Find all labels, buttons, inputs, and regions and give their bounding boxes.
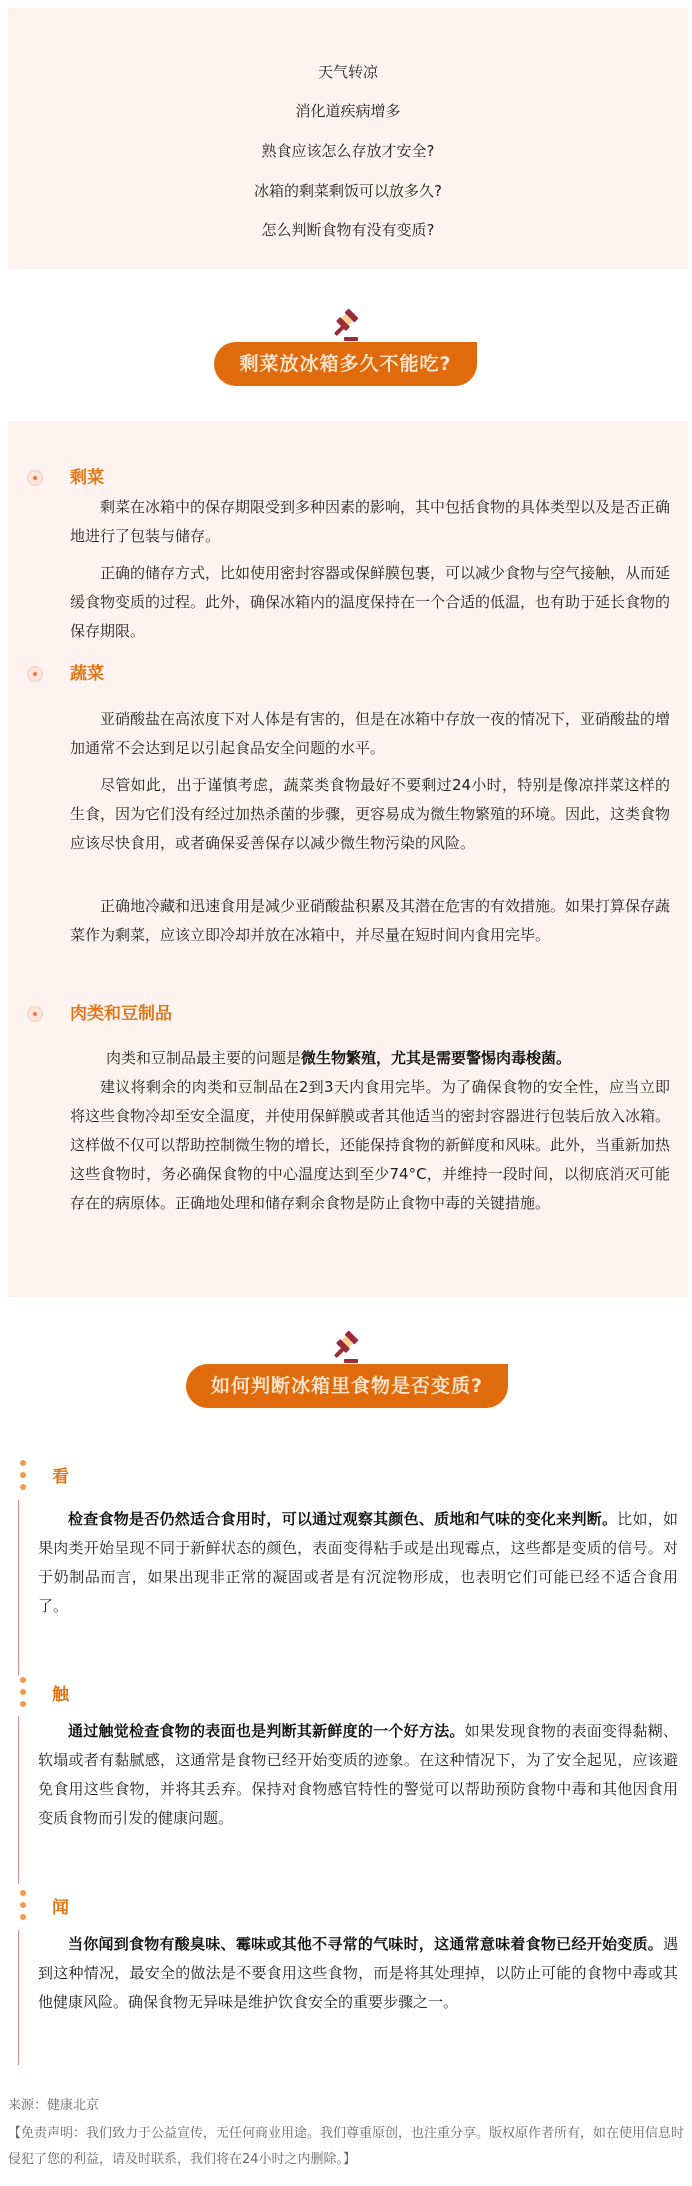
dots-icon [20, 1460, 26, 1496]
paragraph [38, 1717, 678, 1833]
subsection-title: 触 [52, 1685, 69, 1705]
body-text: 遇到这种情况，最安全的做法是不要食用这些食物，而是将其处理掉，以防止可能的食物中毒或其他健康风险。确保食物无异味是维护饮食安全的重要步骤之一。 [38, 1935, 678, 2011]
bold-text: 检查食物是否仍然适合食用时，可以通过观察其颜色、质地和气味的变化来判断。 [68, 1510, 618, 1528]
intro-line: 怎么判断食物有没有变质? [261, 221, 435, 239]
paragraph: 建议将剩余的肉类和豆制品在2到3天内食用完毕。为了确保食物的安全性，应当立即将这些食物冷却至安全温度，并使用保鲜膜或者其他适当的密封容器进行包装后放入冰箱。这样做不仅可以帮助控制微生物的增长，还能保持食物的新鲜度和风味。此外，当重新加热这些食物时，务必确保食物的中心温度达到至少74°C，并维持一段时间，以彻底消灭可能存在的病原体。正确地处理和储存剩余食物是防止食物中毒的关键措施。 [70, 1078, 671, 1212]
leftovers-section [8, 421, 688, 1297]
paragraph: 正确的储存方式，比如使用密封容器或保鲜膜包裹，可以减少食物与空气接触，从而延缓食物变质的过程。此外，确保冰箱内的温度保持在一个合适的低温，也有助于延长食物的保存期限。 [70, 564, 671, 640]
subsection-title: 看 [52, 1467, 69, 1487]
vertical-divider [18, 1500, 19, 1675]
paragraph-lead [70, 1044, 670, 1073]
lead-text: 肉类和豆制品最主要的问题是 [106, 1049, 302, 1067]
vertical-divider [18, 1716, 19, 1884]
dots-icon [20, 1677, 26, 1713]
intro-box [8, 8, 688, 269]
intro-line: 天气转凉 [317, 63, 378, 81]
bold-text: 通过触觉检查食物的表面也是判断其新鲜度的一个好方法。 [68, 1722, 465, 1740]
bullet-ring-icon [27, 1006, 43, 1022]
vertical-divider [18, 1930, 19, 2065]
intro-line: 熟食应该怎么存放才安全? [261, 142, 435, 160]
intro-line: 冰箱的剩菜剩饭可以放多久? [254, 182, 442, 200]
bullet-ring-icon [27, 666, 43, 682]
subsection-title: 肉类和豆制品 [70, 1004, 172, 1024]
paragraph: 尽管如此，出于谨慎考虑，蔬菜类食物最好不要剩过24小时，特别是像凉拌菜这样的生食，因为它们没有经过加热杀菌的步骤，更容易成为微生物繁殖的环境。因此，这类食物应该尽快食用，或者确保妥善保存以减少微生物污染的风险。 [70, 776, 671, 852]
paragraph [38, 1930, 678, 2017]
section-title: 剩菜放冰箱多久不能吃? [214, 342, 477, 386]
subsection-title: 蔬菜 [70, 664, 104, 684]
body-text: 如果发现食物的表面变得黏糊、软塌或者有黏腻感，这通常是食物已经开始变质的迹象。在这种情况下，为了安全起见，应该避免食用这些食物，并将其丢弃。保持对食物感官特性的警觉可以帮助预防食物中毒和其他因食用变质食物而引发的健康问题。 [38, 1722, 678, 1827]
disclaimer-text: 【免责声明：我们致力于公益宣传，无任何商业用途。我们尊重原创，也注重分享。版权原作者所有，如在使用信息时侵犯了您的利益，请及时联系，我们将在24小时之内删除。】 [8, 2126, 685, 2167]
paragraph: 正确地冷藏和迅速食用是减少亚硝酸盐积累及其潜在危害的有效措施。如果打算保存蔬菜作为剩菜，应该立即冷却并放在冰箱中，并尽量在短时间内食用完毕。 [70, 897, 671, 944]
section-title: 如何判断冰箱里食物是否变质? [186, 1364, 508, 1408]
paragraph: 亚硝酸盐在高浓度下对人体是有害的，但是在冰箱中存放一夜的情况下，亚硝酸盐的增加通常不会达到足以引起食品安全问题的水平。 [70, 710, 671, 757]
gavel-icon [328, 307, 362, 341]
bullet-ring-icon [27, 470, 43, 486]
source-text: 来源：健康北京 [8, 2098, 100, 2113]
lead-bold-text: 微生物繁殖，尤其是需要警惕肉毒梭菌。 [301, 1049, 572, 1067]
gavel-icon [328, 1329, 362, 1363]
intro-line: 消化道疾病增多 [295, 102, 401, 120]
subsection-title: 剩菜 [70, 468, 104, 488]
paragraph [38, 1505, 678, 1621]
body-text: 比如，如果肉类开始呈现不同于新鲜状态的颜色，表面变得粘手或是出现霉点，这些都是变质的信号。对于奶制品而言，如果出现非正常的凝固或者是有沉淀物形成，也表明它们可能已经不适合食用了。 [38, 1510, 678, 1615]
bold-text: 当你闻到食物有酸臭味、霉味或其他不寻常的气味时，这通常意味着食物已经开始变质。 [68, 1935, 663, 1953]
dots-icon [20, 1890, 26, 1926]
paragraph: 剩菜在冰箱中的保存期限受到多种因素的影响，其中包括食物的具体类型以及是否正确地进行了包装与储存。 [70, 498, 671, 545]
subsection-title: 闻 [52, 1898, 69, 1918]
